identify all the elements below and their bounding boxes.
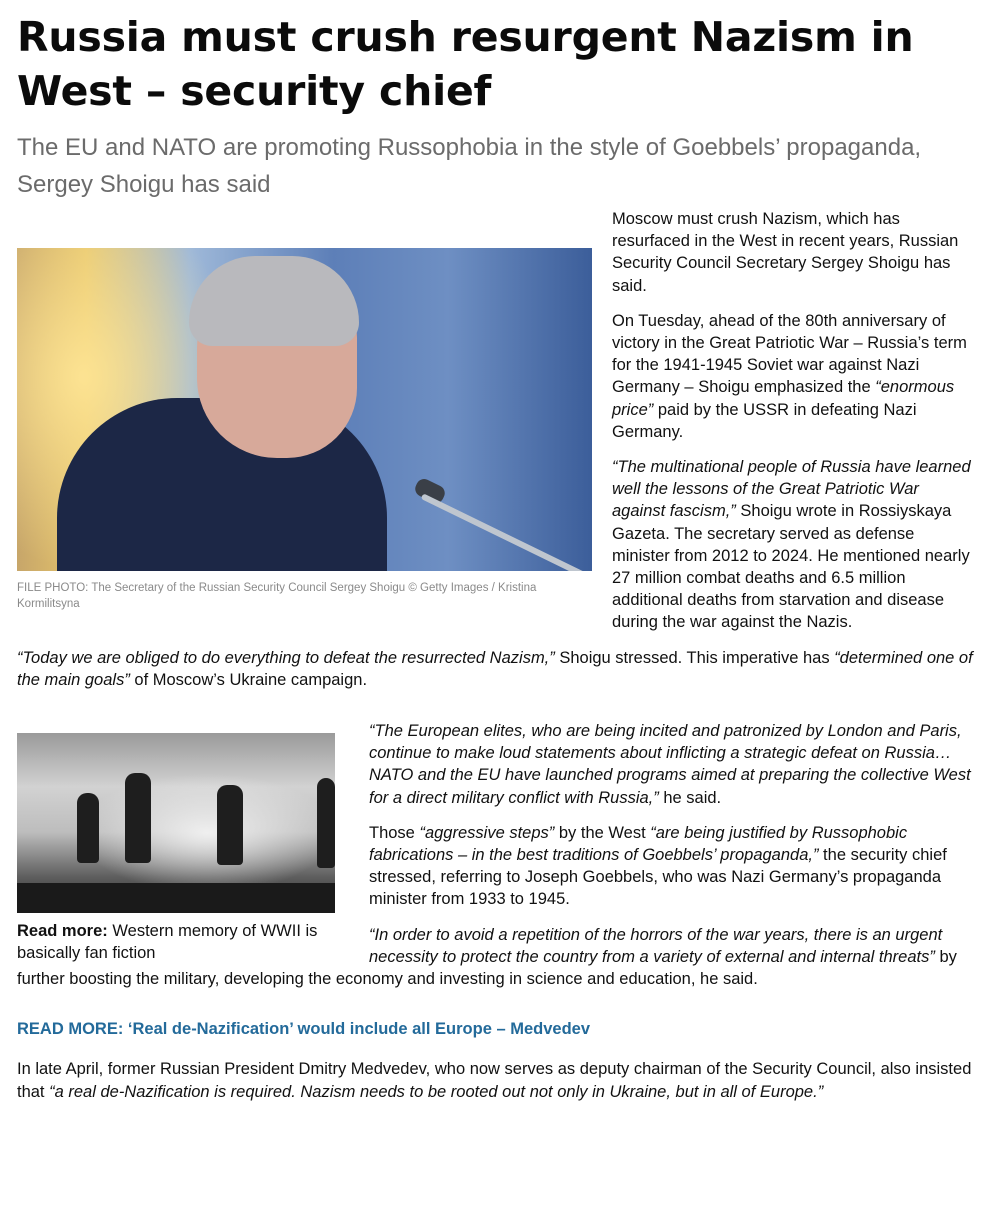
paragraph-5: “The European elites, who are being incited and patronized by London and Paris, continue to make loud statements about inflicting a strategic defeat on Russia… NATO and the EU have launched programs aimed at preparing the collective West for a direct military conflict with Russia,” he said. [369, 722, 971, 807]
read-more-caption[interactable]: Read more: Western memory of WWII is basically fan fiction [17, 922, 318, 963]
paragraph-2: On Tuesday, ahead of the 80th anniversary of victory in the Great Patriotic War – Russia’s term for the 1941-1945 Soviet war against Nazi Germany – Shoigu emphasized the “enormous price” paid by the USSR in defeating Nazi Germany. [612, 311, 967, 441]
shoigu-photo[interactable] [17, 248, 592, 571]
paragraph-6: Those “aggressive steps” by the West “are being justified by Russophobic fabrications – in the best traditions of Goebbels’ propaganda,” the security chief stressed, referring to Joseph Goebbels, who was Nazi Germany’s propaganda minister from 1933 to 1945. [369, 823, 947, 909]
wwii-soldiers-photo[interactable] [17, 733, 335, 913]
photo-caption: FILE PHOTO: The Secretary of the Russian Security Council Sergey Shoigu © Getty Images / Kristina Kormilitsyna [17, 582, 537, 610]
paragraph-3: “The multinational people of Russia have learned well the lessons of the Great Patriotic War against fascism,” Shoigu wrote in Rossiyskaya Gazeta. The secretary served as defense minister from 2012 to 2024. He mentioned nearly 27 million combat deaths and 6.5 million additional deaths from starvation and disease during the war against the Nazis. [612, 458, 971, 632]
subheadline: The EU and NATO are promoting Russophobia in the style of Goebbels’ propaganda, Sergey Shoigu has said [17, 134, 922, 198]
read-more-link[interactable]: READ MORE: ‘Real de-Nazification’ would include all Europe – Medvedev [17, 1020, 591, 1039]
lead-figure [17, 248, 592, 612]
paragraph-7: “In order to avoid a repetition of the horrors of the war years, there is an urgent necessity to protect the country from a variety of external and internal threats” by further boosting the military, developing the economy and investing in science and education, he said. [17, 925, 957, 989]
read-more-figure[interactable] [17, 733, 335, 964]
headline: Russia must crush resurgent Nazism in West – security chief [17, 13, 914, 115]
paragraph-4: “Today we are obliged to do everything to defeat the resurrected Nazism,” Shoigu stressed. This imperative has “determined one of the main goals” of Moscow’s Ukraine campaign. [17, 648, 973, 689]
paragraph-8: In late April, former Russian President Dmitry Medvedev, who now serves as deputy chairman of the Security Council, also insisted that “a real de-Nazification is required. Nazism needs to be rooted out not only in Ukraine, but in all of Europe.” [17, 1060, 972, 1101]
paragraph-1: Moscow must crush Nazism, which has resurfaced in the West in recent years, Russian Security Council Secretary Sergey Shoigu has said. [612, 210, 959, 295]
